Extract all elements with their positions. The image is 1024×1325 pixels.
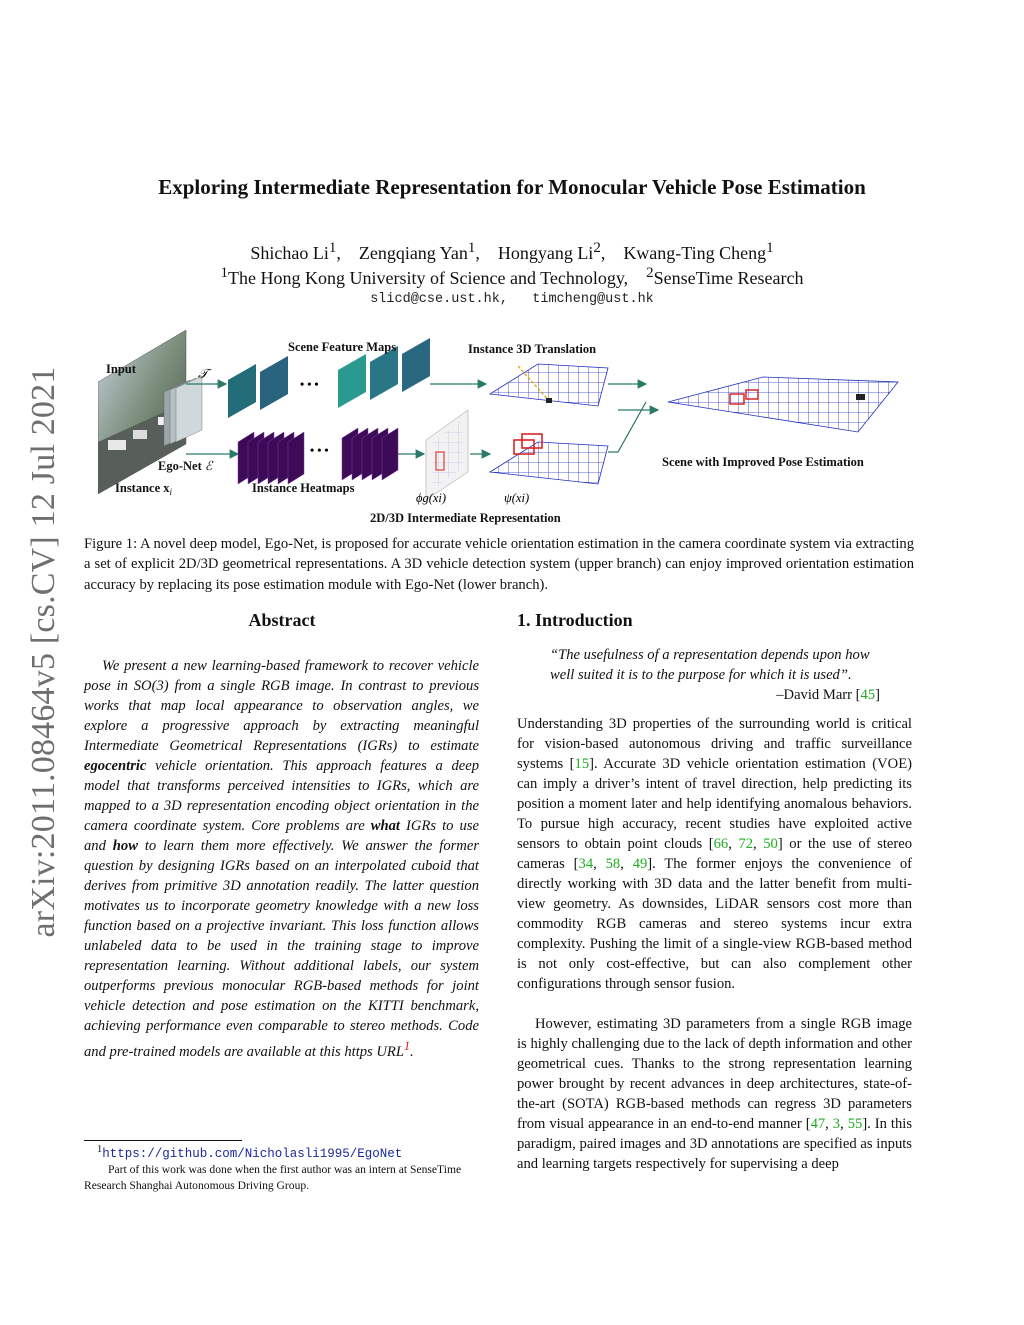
author: Kwang-Ting Cheng bbox=[623, 243, 767, 263]
citation-link[interactable]: 45 bbox=[860, 687, 876, 703]
figure-caption: Figure 1: A novel deep model, Ego-Net, is proposed for accurate vehicle orientation estimation in the camera coordinate system via extracting a set of explicit 2D/3D geometrical representations. A 3D vehicle detection system (upper branch) can enjoy improved orientation estimation accuracy by replacing its pose estimation module with Ego-Net (lower branch). bbox=[84, 536, 914, 593]
translation-grid bbox=[490, 364, 608, 406]
affiliation: SenseTime Research bbox=[653, 268, 804, 288]
quote-text: “The usefulness of a representation depends upon how well suited it is to the purpose for which it is used”. bbox=[550, 647, 870, 683]
author-mark: 1 bbox=[467, 240, 476, 256]
footnote-mark: 1 bbox=[97, 1144, 103, 1155]
citation-link[interactable]: 72 bbox=[738, 836, 754, 852]
abstract-span: . bbox=[410, 1043, 414, 1060]
footnote-rule bbox=[84, 1140, 242, 1141]
label-ego-net: Ego-Net ℰ bbox=[158, 459, 213, 473]
abstract-bold: egocentric bbox=[84, 758, 147, 774]
citation-link[interactable]: 66 bbox=[713, 836, 729, 852]
citation-link[interactable]: 3 bbox=[832, 1116, 841, 1132]
email: timcheng@ust.hk bbox=[532, 292, 654, 307]
affiliation-line bbox=[0, 265, 1024, 289]
abstract-heading: Abstract bbox=[248, 610, 316, 630]
citation-link[interactable]: 55 bbox=[847, 1116, 863, 1132]
label-instance-xi: Instance $x_i$ bbox=[115, 481, 173, 497]
label-scene-feature-maps: Scene Feature Maps bbox=[288, 340, 397, 354]
intro-quote bbox=[550, 645, 880, 705]
paper-title: Exploring Intermediate Representation for Monocular Vehicle Pose Estimation bbox=[158, 175, 866, 199]
citation-link[interactable]: 49 bbox=[632, 856, 648, 872]
abstract-bold: what bbox=[370, 818, 400, 834]
citation-link[interactable]: 15 bbox=[574, 756, 590, 772]
citation-link[interactable]: 47 bbox=[810, 1116, 826, 1132]
label-input: Input bbox=[106, 362, 136, 376]
label-psi: ψ(xi) bbox=[504, 491, 530, 505]
label-igr: 2D/3D Intermediate Representation bbox=[370, 511, 561, 525]
label-instance-3d-translation: Instance 3D Translation bbox=[468, 342, 597, 356]
label-phi: ϕg(xi) bbox=[416, 491, 447, 505]
footnote-1 bbox=[97, 1144, 402, 1161]
abstract-span: vehicle orientation. This approach features a deep model that transforms perceived intensities to IGRs, which are mapped to a 3D representation encoding object orientation in the camera coordinate system. Core problems are bbox=[84, 758, 479, 834]
label-instance-heatmaps: Instance Heatmaps bbox=[252, 481, 355, 495]
intro-paragraph-2: However, estimating 3D parameters from a single RGB image is highly challenging due to the lack of depth information and other geometrical cues. Thanks to the strong representation learning power brought by recent advances in deep architectures, state-of-the-art (SOTA) RGB-based methods can regress 3D parameters from visual appearance in an end-to-end manner [47, 3, 55]. In this paradigm, paired images and 3D annotations are specified as inputs and learning targets respectively for supervising a deep bbox=[517, 1016, 912, 1172]
abstract-bold: how bbox=[112, 838, 138, 854]
author: Shichao Li bbox=[250, 243, 329, 263]
abstract-span: IGRs to use and bbox=[84, 818, 479, 854]
author: Zengqiang Yan bbox=[358, 243, 468, 263]
author: Hongyang Li bbox=[497, 243, 594, 263]
email-line bbox=[0, 292, 1024, 307]
footnote-url[interactable]: https://github.com/Nicholasli1995/EgoNet bbox=[102, 1147, 403, 1162]
psi-representation bbox=[490, 434, 608, 484]
affiliation-mark: 1 bbox=[220, 265, 229, 281]
author-mark: 2 bbox=[593, 240, 601, 256]
improved-scene-grid bbox=[668, 377, 898, 432]
intro-heading: 1. Introduction bbox=[517, 610, 633, 630]
author-mark: 1 bbox=[328, 240, 337, 256]
label-scene-improved: Scene with Improved Pose Estimation bbox=[662, 455, 864, 469]
ellipsis-upper: • • • bbox=[300, 377, 319, 391]
arxiv-sidebar bbox=[14, 362, 74, 942]
author-mark: 1 bbox=[766, 240, 774, 256]
affiliation: The Hong Kong University of Science and Technology, bbox=[228, 268, 629, 288]
citation-link[interactable]: 34 bbox=[578, 856, 594, 872]
figure-1-diagram bbox=[98, 322, 928, 532]
abstract-span: to learn them more effectively. We answer the former question by designing IGRs based on an interpolated cuboid that derives from primitive 3D annotation readily. The latter question motivates us to incorporate geometry knowledge with a new loss function based on a projective invariant. This loss function allows unlabeled data to be used in the training stage to improve representation learning. Without additional labels, our system outperforms previous monocular RGB-based methods for joint vehicle detection and pose estimation on the KITTI benchmark, achieving performance even comparable to stereo methods. Code and pre-trained models are available at this https URL bbox=[84, 838, 479, 1060]
citation-link[interactable]: 58 bbox=[605, 856, 621, 872]
footnote-2: Part of this work was done when the first author was an intern at SenseTime Research Shanghai Autonomous Driving Group. bbox=[84, 1163, 462, 1192]
affiliation-mark: 2 bbox=[646, 265, 654, 281]
email: slicd@cse.ust.hk, bbox=[370, 292, 508, 307]
phi-representation bbox=[426, 410, 468, 500]
citation-link[interactable]: 50 bbox=[763, 836, 778, 852]
author-line: Shichao Li$^1$, Zengqiang Yan$^1$, Hongyang Li$^2$, Kwang-Ting Cheng$^1$ bbox=[250, 240, 774, 263]
abstract-span: We present a new learning-based framework to recover vehicle pose in SO(3) from a single RGB image. In contrast to previous works that map local appearance to observation angles, we explore a progressive approach by extracting meaningful Intermediate Geometrical Representations (IGRs) to estimate bbox=[84, 658, 479, 754]
arxiv-id: arXiv:2011.08464v5 [cs.CV] 12 Jul 2021 bbox=[25, 366, 62, 938]
abstract-text bbox=[84, 656, 479, 1062]
intro-paragraph-1: Understanding 3D properties of the surrounding world is critical for vision-based autonomous driving and traffic surveillance systems [15]. Accurate 3D vehicle orientation estimation (VOE) can imply a driver’s intent of travel direction, help predicting its position a moment later and help identifying anomalous behaviors. To pursue high accuracy, recent studies have exploited active sensors to obtain point clouds [66, 72, 50] or the use of stereo cameras [34, 58, 49]. The former enjoys the convenience of directly working with 3D data and the latter benefit from multi-view geometry. As downsides, LiDAR sensors cost more than commodity RGB cameras and stereo systems incur extra complexity. Pushing the limit of a single-view RGB-based method is not only cost-effective, but can also complement other configurations through sensor fusion. bbox=[517, 716, 913, 992]
quote-author: –David Marr [45] bbox=[776, 687, 880, 703]
footnote-mark[interactable]: 1 bbox=[403, 1039, 411, 1053]
t-symbol: 𝒯 bbox=[198, 366, 208, 381]
ellipsis-lower: • • • bbox=[310, 443, 329, 457]
